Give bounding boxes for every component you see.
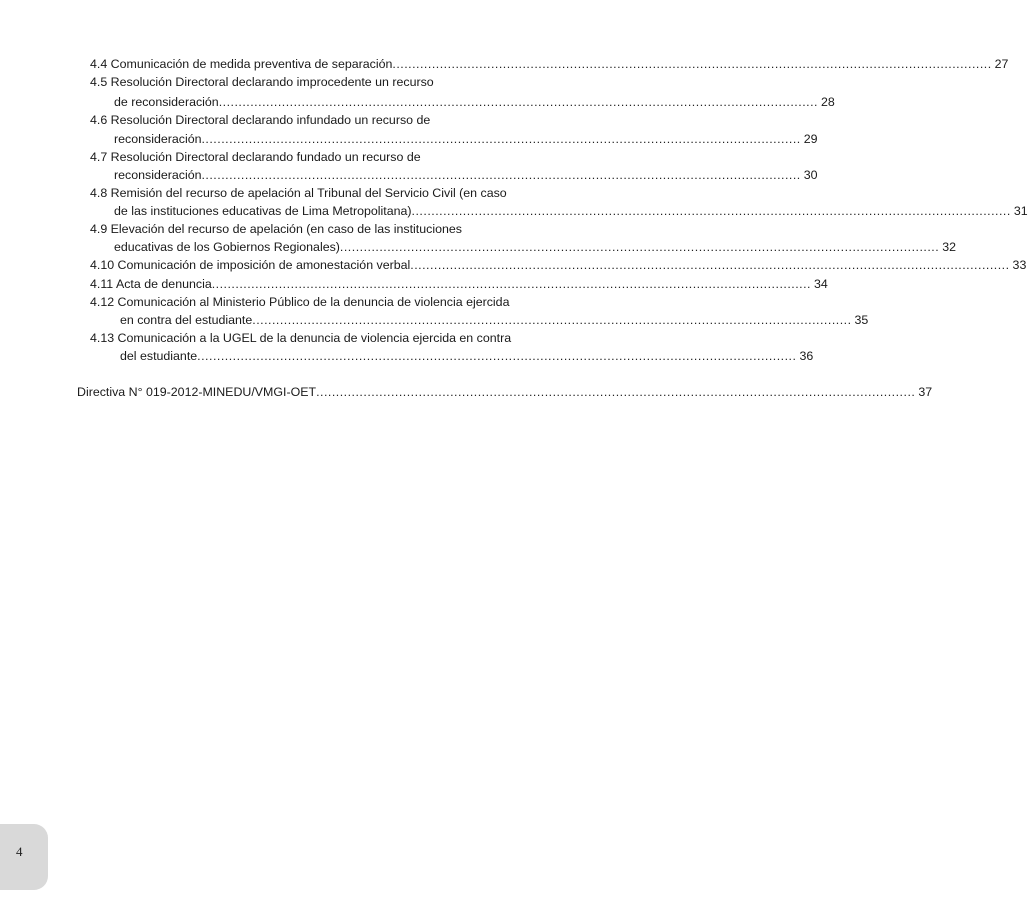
toc-entry-title: 4.4 Comunicación de medida preventiva de separación	[90, 57, 393, 71]
toc-entry-title: 4.13 Comunicación a la UGEL de la denuncia de violencia ejercida en contra	[90, 331, 512, 345]
toc-entry-4-7-line2[interactable]	[114, 167, 818, 183]
toc-entry-4-5-line2[interactable]	[114, 94, 835, 110]
toc-page-number: 37	[918, 385, 933, 399]
toc-entry-title: 4.8 Remisión del recurso de apelación al Tribunal del Servicio Civil (en caso	[90, 186, 507, 200]
toc-entry-4-8-line2[interactable]	[114, 203, 1028, 219]
dot-leader: ........................................................................................................................................................	[410, 258, 1010, 272]
toc-entry-title: Directiva N° 019-2012-MINEDU/VMGI-OET	[77, 385, 317, 399]
toc-entry-4-4[interactable]	[90, 56, 1009, 72]
toc-page-number: 29	[803, 132, 818, 146]
dot-leader: ........................................................................................................................................................	[316, 385, 916, 399]
toc-entry-4-10[interactable]	[90, 257, 1027, 273]
toc-entry-directiva[interactable]	[77, 384, 933, 400]
toc-entry-4-13-line2[interactable]	[120, 348, 814, 364]
toc-entry-4-6-line1[interactable]	[90, 112, 430, 128]
toc-page-number: 36	[799, 349, 814, 363]
toc-entry-title: 4.11 Acta de denuncia	[90, 277, 212, 291]
toc-page-number: 31	[1013, 204, 1028, 218]
toc-entry-4-5-line1[interactable]	[90, 74, 434, 90]
toc-entry-title: educativas de los Gobiernos Regionales)	[114, 240, 340, 254]
toc-entry-title: 4.12 Comunicación al Ministerio Público de la denuncia de violencia ejercida	[90, 295, 510, 309]
toc-page-number: 35	[854, 313, 869, 327]
toc-entry-4-9-line2[interactable]	[114, 239, 956, 255]
toc-entry-4-6-line2[interactable]	[114, 131, 818, 147]
toc-entry-title: del estudiante	[120, 349, 198, 363]
toc-entry-4-13-line1[interactable]	[90, 330, 511, 346]
toc-entry-title: en contra del estudiante	[120, 313, 253, 327]
dot-leader: ........................................................................................................................................................	[211, 277, 811, 291]
dot-leader: ........................................................................................................................................................	[252, 313, 852, 327]
toc-entry-title: de las instituciones educativas de Lima Metropolitana)	[114, 204, 412, 218]
toc-entry-title: 4.7 Resolución Directoral declarando fundado un recurso de	[90, 150, 421, 164]
page-number-tab	[0, 824, 48, 890]
toc-entry-title: reconsideración	[114, 132, 202, 146]
toc-entry-title: reconsideración	[114, 168, 202, 182]
toc-page-number: 34	[813, 277, 828, 291]
toc-entry-title: 4.6 Resolución Directoral declarando infundado un recurso de	[90, 113, 431, 127]
dot-leader: ........................................................................................................................................................	[218, 95, 818, 109]
toc-entry-4-9-line1[interactable]	[90, 221, 462, 237]
dot-leader: ........................................................................................................................................................	[411, 204, 1011, 218]
page-number: 4	[16, 844, 23, 859]
toc-page-number: 30	[803, 168, 818, 182]
dot-leader: ........................................................................................................................................................	[201, 132, 801, 146]
toc-entry-4-8-line1[interactable]	[90, 185, 507, 201]
dot-leader: ........................................................................................................................................................	[201, 168, 801, 182]
toc-page-number: 32	[942, 240, 956, 254]
toc-entry-4-12-line2[interactable]	[120, 312, 869, 328]
toc-entry-title: 4.10 Comunicación de imposición de amonestación verbal	[90, 258, 411, 272]
toc-entry-4-11[interactable]	[90, 276, 828, 292]
toc-entry-title: 4.5 Resolución Directoral declarando improcedente un recurso	[90, 75, 434, 89]
toc-entry-4-7-line1[interactable]	[90, 149, 421, 165]
toc-entry-4-12-line1[interactable]	[90, 294, 509, 310]
toc-page-number: 33	[1012, 258, 1027, 272]
dot-leader: ........................................................................................................................................................	[197, 349, 797, 363]
dot-leader: ........................................................................................................................................................	[392, 57, 992, 71]
toc-page-number: 28	[820, 95, 835, 109]
toc-page-number: 27	[994, 57, 1009, 71]
dot-leader: ........................................................................................................................................................	[339, 240, 940, 254]
toc-entry-title: de reconsideración	[114, 95, 219, 109]
toc-entry-title: 4.9 Elevación del recurso de apelación (en caso de las instituciones	[90, 222, 462, 236]
